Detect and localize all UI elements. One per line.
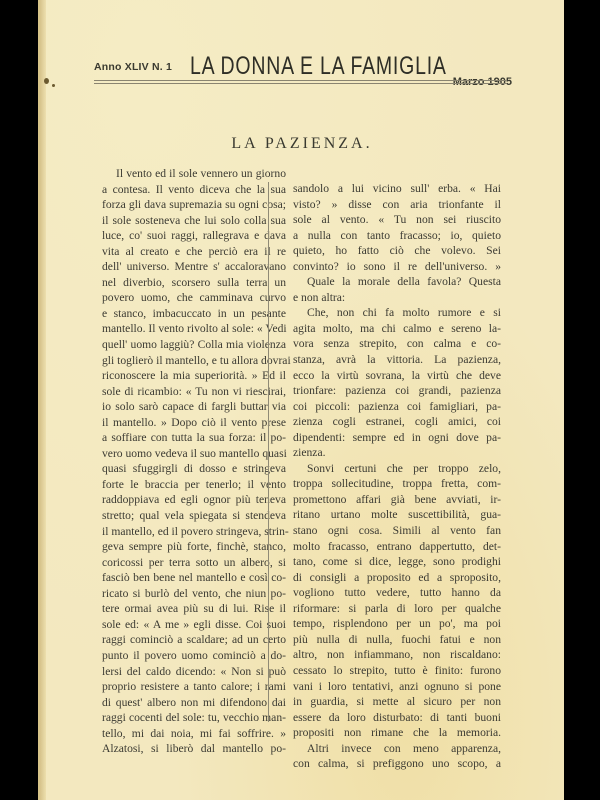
text-line: raggi cominciò a scaldare; ad un certo bbox=[102, 633, 286, 647]
text-line: forza gli dava supremazia su ogni cosa; bbox=[102, 198, 286, 212]
text-line: più nulla di nulla, fuochi fatui e non bbox=[293, 632, 501, 646]
issue-date: Marzo 1905 bbox=[452, 76, 512, 88]
text-line: zienza cogli estranei, cogli amici, coi bbox=[293, 415, 501, 429]
text-line: fasciò ben bene nel mantello e così co- bbox=[102, 571, 286, 585]
text-line: di quest' albero non mi difendono dai bbox=[102, 695, 286, 709]
text-line: riformare: si parla di loro per qualche bbox=[293, 601, 501, 615]
header-rule bbox=[94, 80, 506, 81]
text-line: vogliono tutto vedere, tutto hanno da bbox=[293, 586, 501, 600]
text-line: coricossi per terra sotto un albero, si bbox=[102, 555, 286, 569]
text-line: vani i loro tentativi, anzi ognuno si pone bbox=[293, 679, 501, 693]
text-line: sandolo a lui vicino sull' erba. « Hai bbox=[293, 182, 501, 195]
text-line: proprio resistere a tanto calore; i rami bbox=[102, 680, 286, 694]
text-line: gli toglierò il mantello, e tu allora dovrai bbox=[102, 353, 291, 367]
text-line: molto fracasso, entrano dappertutto, det- bbox=[293, 539, 501, 553]
text-line: visto? » disse con aria trionfante il bbox=[293, 197, 501, 211]
text-line: a soffiare con tutta la sua forza: il po- bbox=[102, 431, 286, 445]
text-line: dipendenti: sempre ed in ogni dove pa- bbox=[293, 430, 501, 444]
text-line: in guardia, si mette al sicuro per non bbox=[293, 695, 501, 709]
article-title: LA PAZIENZA. bbox=[231, 135, 373, 152]
text-line: quasi sfuggirgli di dosso e stringeva bbox=[102, 462, 286, 476]
text-line: quieto, ho fatto ciò che volevo. Sei bbox=[293, 244, 501, 258]
text-line: essere da loro disturbato: di tanti buoni bbox=[293, 710, 501, 724]
text-line: luce, co' suoi raggi, rallegrava e dava bbox=[102, 229, 286, 243]
text-line: promettono affari già bene avviati, ir- bbox=[293, 492, 501, 506]
text-line: Sonvi certuni che per troppo zelo, bbox=[307, 461, 501, 475]
text-line: sole di ricambio: « Tu non vi riescirai, bbox=[102, 384, 286, 398]
text-line: troppa sollecitudine, troppa fretta, com- bbox=[293, 477, 501, 491]
volume-number: Anno XLIV N. 1 bbox=[94, 61, 173, 73]
text-line: raggi cocenti del sole: tu, vecchio man- bbox=[102, 711, 286, 725]
text-line: trionfare: pazienza coi grandi, pazienza bbox=[293, 384, 501, 398]
text-line: coi piccoli: pazienza coi famigliari, pa- bbox=[293, 399, 501, 413]
text-line: forte le braccia per tenerlo; il vento bbox=[102, 477, 286, 491]
text-line: propositi non rimane che la memoria. bbox=[293, 726, 501, 740]
text-line: dell' universo. Mentre s' accaloravano bbox=[102, 260, 286, 274]
text-line: stanza, avrà la vittoria. La pazienza, bbox=[293, 353, 501, 367]
header-rule bbox=[94, 83, 506, 84]
text-line: lersi del caldo dicendo: « Non si può bbox=[102, 664, 286, 678]
text-line: tello, mi dai noia, mi fai soffrire. » bbox=[102, 726, 286, 740]
text-line: e non altra: bbox=[293, 290, 346, 304]
text-line: Altri invece con meno apparenza, bbox=[307, 741, 501, 755]
magazine-title: LA DONNA E LA FAMIGLIA bbox=[190, 52, 447, 80]
text-line: tere ormai avea più su di lui. Rise il bbox=[102, 602, 286, 616]
left-column bbox=[102, 166, 291, 757]
text-line: e stanco, imbacuccato in un pesante bbox=[102, 306, 286, 320]
text-line: Il vento ed il sole vennero un giorno bbox=[116, 167, 286, 180]
text-line: povero uomo, che camminava curvo bbox=[102, 291, 286, 305]
text-line: zienza. bbox=[293, 446, 326, 460]
text-line: Alzatosi, si liberò dal mantello po- bbox=[102, 742, 286, 756]
text-line: altro, non infiammano, non riscaldano: bbox=[293, 648, 501, 662]
text-line: riconoscere la mia superiorità. » Ed il bbox=[102, 369, 286, 383]
text-line: quell' uomo laggiù? Colla mia violenza bbox=[102, 338, 286, 352]
text-line: sole ed: « A me » egli disse. Coi suoi bbox=[102, 617, 286, 631]
text-line: vero uomo vedeva il suo mantello quasi bbox=[102, 446, 287, 460]
text-line: con calma, si prefiggono uno scopo, a bbox=[293, 757, 501, 771]
text-line: stretto; qual vela spiegata si stendeva bbox=[102, 509, 286, 523]
text-line: Quale la morale della favola? Questa bbox=[307, 275, 501, 289]
text-line: il sole sosteneva che lui solo colla sua bbox=[102, 213, 286, 227]
text-line: ritano urtano molte suscettibilità, gua- bbox=[293, 508, 501, 522]
text-line: convinto? io sono il re dell'universo. » bbox=[293, 259, 501, 273]
magazine-page bbox=[38, 0, 564, 800]
masthead bbox=[94, 52, 510, 92]
text-line: geva sempre più forte, finchè, stanco, bbox=[102, 540, 286, 554]
text-line: sole al vento. « Tu non sei riuscito bbox=[293, 213, 501, 227]
text-line: il mantello. » Dopo ciò il vento prese bbox=[102, 415, 286, 429]
text-line: raddoppiava ed egli ognor più teneva bbox=[102, 493, 286, 507]
text-line: tano, come si dice, legge, sono prodighi bbox=[293, 555, 501, 569]
text-line: di consigli a proposito ed a sproposito, bbox=[293, 570, 501, 584]
text-line: ecco la virtù sovrana, la virtù che deve bbox=[293, 368, 501, 382]
text-line: punto il povero uomo cominciò a do- bbox=[102, 648, 286, 662]
text-line: stano ogni cosa. Simili al vento fan bbox=[293, 524, 501, 538]
right-column bbox=[293, 181, 501, 772]
text-line: tempo, risplendono per un po', ma poi bbox=[293, 617, 501, 631]
text-line: a nulla con tanto fracasso; io, quieto bbox=[293, 228, 501, 242]
text-line: il mantello, ed il povero stringeva, strin- bbox=[102, 524, 289, 538]
text-line: cessato lo strepito, tutto è finito: furono bbox=[293, 663, 501, 677]
text-line: Che, non chi fa molto rumore e si bbox=[307, 306, 501, 320]
text-line: a contesa. Il vento diceva che la sua bbox=[102, 182, 286, 196]
text-line: ricato si burlò del vento, che niun po- bbox=[102, 586, 286, 600]
column-divider bbox=[268, 182, 269, 722]
spine-edge bbox=[40, 0, 46, 800]
text-line: io solo sarò capace di fargli buttar via bbox=[102, 400, 286, 414]
ink-spot bbox=[52, 84, 55, 87]
ink-spot bbox=[44, 78, 49, 84]
text-line: vora senza strepito, con calma e co- bbox=[293, 337, 501, 351]
text-line: vita al creato e che perciò era il re bbox=[102, 244, 286, 258]
text-line: nel diverbio, scorsero sulla terra un bbox=[102, 275, 286, 289]
text-line: agita molto, ma chi calmo e sereno la- bbox=[293, 321, 501, 335]
text-line: mantello. Il vento rivolto al sole: « Vedi bbox=[102, 322, 287, 336]
